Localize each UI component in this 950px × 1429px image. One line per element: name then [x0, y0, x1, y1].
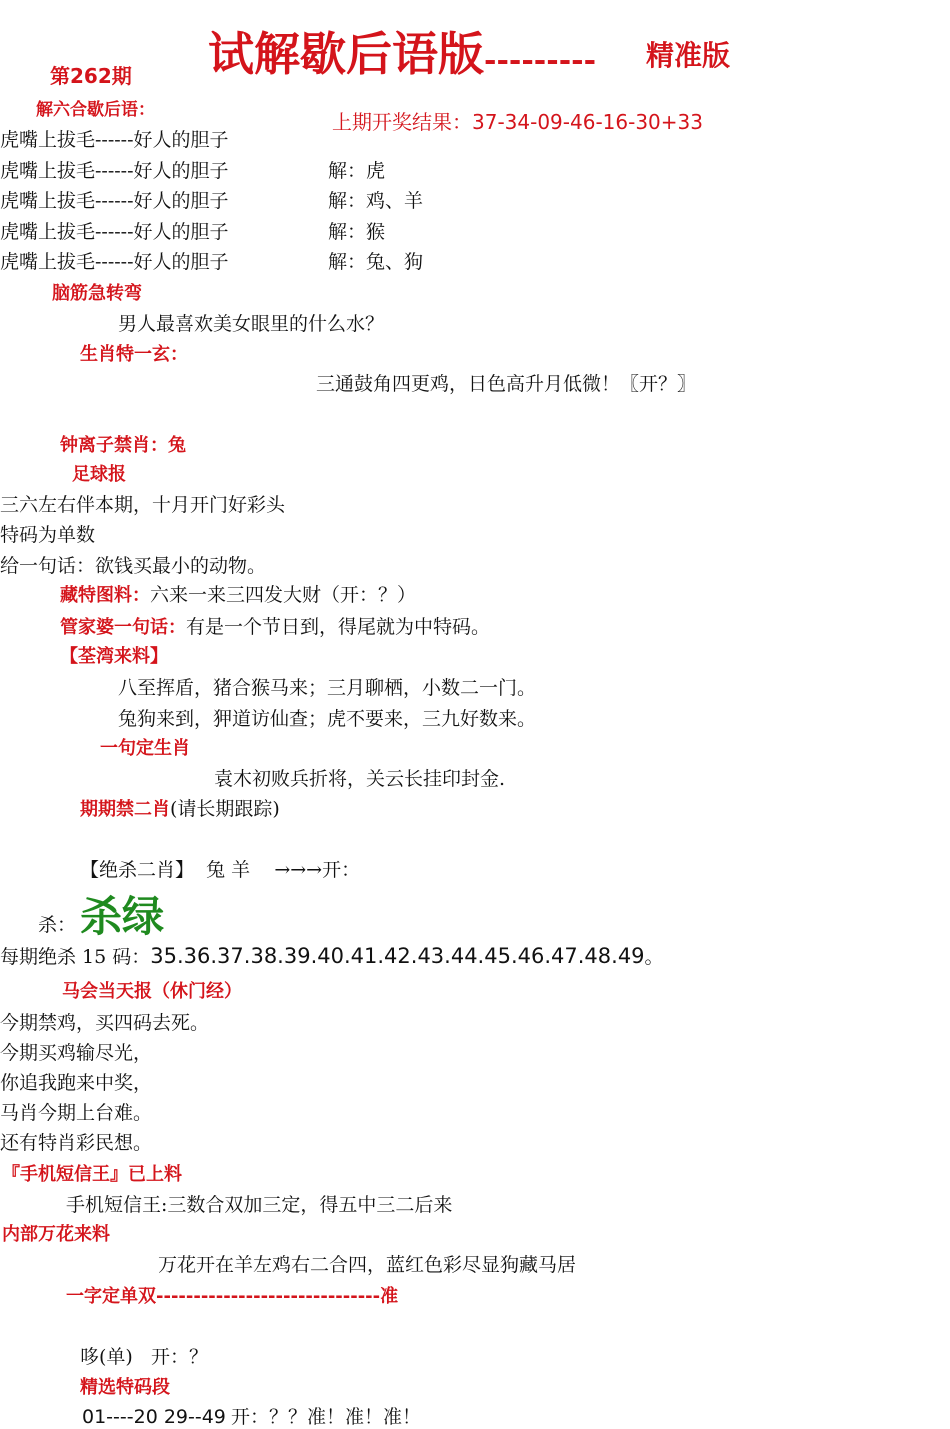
horse-club-line: 今期禁鸡，买四码去死。	[0, 1012, 210, 1034]
ban-two-heading: 期期禁二肖	[80, 799, 170, 820]
single-double-dashes: ------------------------------	[156, 1286, 381, 1307]
kill-two-arrows: →→→开：	[274, 859, 361, 881]
single-double-label: 一字定单双	[66, 1286, 156, 1307]
hidden-chart	[60, 580, 416, 607]
zodiac-heading: 生肖特一玄：	[80, 344, 188, 365]
riddle-line: 虎嘴上拔毛------好人的胆子	[0, 190, 229, 212]
last-result	[332, 106, 703, 135]
zhongli-ban: 钟离子禁肖：兔	[60, 435, 186, 456]
special-range-heading: 精选特码段	[80, 1377, 170, 1398]
one-sentence-heading: 一句定生肖	[100, 738, 190, 759]
housekeeper	[60, 612, 490, 639]
horse-club-line: 马肖今期上台难。	[0, 1102, 153, 1124]
riddle-answer: 解：兔、狗	[328, 251, 424, 273]
quanwan-heading: 【荃湾来料】	[60, 646, 168, 667]
sms-king-heading: 『手机短信王』已上料	[2, 1164, 182, 1185]
special-range	[82, 1402, 421, 1429]
riddle-answer: 解：猴	[328, 221, 386, 243]
kill-15-end: 。	[644, 946, 664, 968]
kill-two-label: 【绝杀二肖】	[80, 859, 195, 881]
housekeeper-text: 有是一个节日到，得尾就为中特码。	[186, 616, 491, 638]
hidden-chart-text: 六来一来三四发大财（开：？）	[150, 584, 417, 606]
football-heading: 足球报	[72, 464, 126, 485]
riddle-line: 虎嘴上拔毛------好人的胆子	[0, 129, 229, 151]
quanwan-line: 兔狗来到，狎道访仙查；虎不要来，三九好数来。	[118, 708, 537, 730]
single-double-heading	[66, 1282, 398, 1308]
kill-color-label: 杀：	[38, 914, 77, 936]
last-result-label: 上期开奖结果：	[332, 110, 472, 134]
sms-king-text: 手机短信王:三数合双加三定，得五中三二后来	[66, 1194, 453, 1216]
single-double-open: 开：？	[150, 1346, 208, 1368]
hidden-chart-label: 藏特图料：	[60, 585, 150, 606]
special-range-value: 01----20 29--49	[82, 1406, 226, 1428]
horse-club-heading: 马会当天报（休门经）	[62, 981, 242, 1002]
quanwan-line: 八至挥盾，猪合猴马来；三月聊栖，小数二一门。	[118, 677, 537, 699]
football-line: 特码为单数	[0, 524, 96, 546]
kill-color-value: 杀绿	[80, 892, 165, 941]
page-title	[208, 18, 596, 84]
title-text: 试解歇后语版	[208, 27, 484, 81]
riddle-line: 虎嘴上拔毛------好人的胆子	[0, 251, 229, 273]
horse-club-line: 还有特肖彩民想。	[0, 1132, 153, 1154]
horse-club-line: 你追我跑来中奖，	[0, 1072, 153, 1094]
wanhua-heading: 内部万花来料	[2, 1224, 110, 1245]
football-line: 给一句话：欲钱买最小的动物。	[0, 555, 267, 577]
riddle-line: 虎嘴上拔毛------好人的胆子	[0, 221, 229, 243]
riddle-answer: 解：鸡、羊	[328, 190, 424, 212]
brain-teaser-heading: 脑筋急转弯	[52, 283, 142, 304]
single-double-suffix: 准	[380, 1286, 399, 1307]
wanhua-text: 万花开在羊左鸡右二合四，蓝红色彩尽显狗藏马居	[158, 1254, 577, 1276]
kill-15-label: 每期绝杀 15 码：	[0, 946, 151, 968]
horse-club-line: 今期买鸡输尽光，	[0, 1042, 153, 1064]
ban-two-note: (请长期跟踪)	[170, 798, 280, 820]
riddle-heading: 解六合歇后语：	[36, 100, 155, 120]
brain-teaser-question: 男人最喜欢美女眼里的什么水？	[118, 313, 385, 335]
kill-15	[0, 942, 664, 969]
zodiac-text: 三通鼓角四更鸡，日色高升月低微！〖开？〗	[316, 373, 697, 395]
single-double-pick: 哆(单)	[80, 1346, 133, 1368]
one-sentence-text: 袁木初败兵折将，关云长挂印封金.	[214, 768, 506, 790]
page-subtitle: 精准版	[646, 39, 731, 72]
kill-15-numbers: 35.36.37.38.39.40.41.42.43.44.45.46.47.48.49	[150, 944, 645, 968]
last-result-value: 37-34-09-46-16-30+33	[472, 110, 703, 134]
riddle-line: 虎嘴上拔毛------好人的胆子	[0, 160, 229, 182]
housekeeper-label: 管家婆一句话：	[60, 617, 186, 638]
special-range-result: 开：？？准！准！准！	[230, 1406, 421, 1428]
kill-two	[80, 855, 360, 882]
issue-number: 第262期	[50, 64, 132, 88]
football-line: 三六左右伴本期，十月开门好彩头	[0, 494, 286, 516]
kill-two-animals: 兔 羊	[206, 859, 251, 881]
riddle-answer: 解：虎	[328, 160, 386, 182]
ban-two	[80, 794, 280, 821]
single-double-answer	[80, 1342, 208, 1369]
title-dashes: ---------	[484, 43, 597, 78]
